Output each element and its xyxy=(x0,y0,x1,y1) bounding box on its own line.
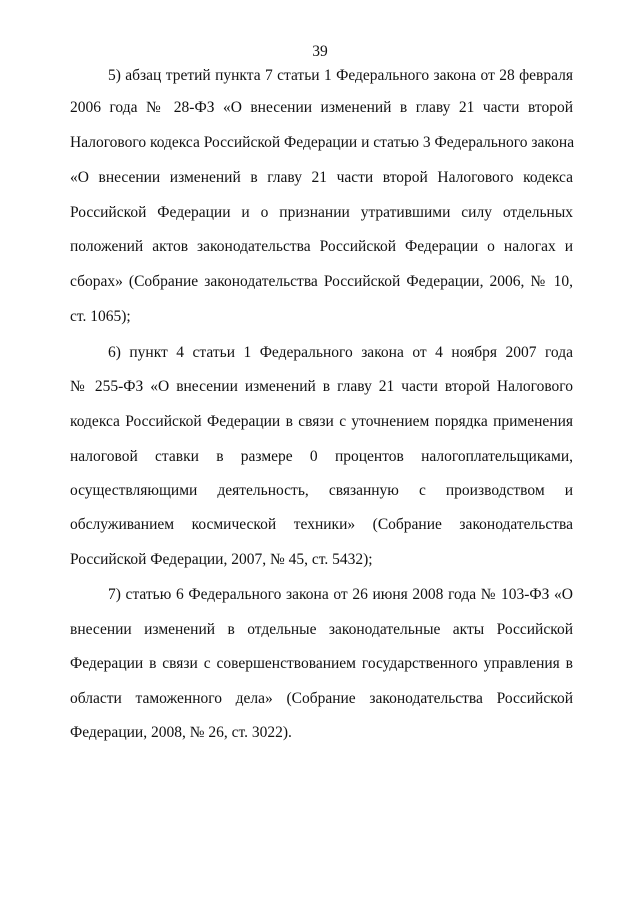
text-line: 5) абзац третий пункта 7 статьи 1 Федерального закона от 28 февраля xyxy=(108,67,573,84)
text-line: ст. 1065); xyxy=(70,308,131,325)
text-line: обслуживанием космической техники» (Собрание законодательства xyxy=(70,516,573,533)
text-line: налоговой ставки в размере 0 процентов налогоплательщиками, xyxy=(70,448,573,465)
text-line: положений актов законодательства Российской Федерации о налогах и xyxy=(70,238,573,255)
text-line: Федерации в связи с совершенствованием государственного управления в xyxy=(70,655,573,672)
text-line: области таможенного дела» (Собрание законодательства Российской xyxy=(70,690,573,707)
text-line: Налогового кодекса Российской Федерации и статью 3 Федерального закона xyxy=(70,134,575,151)
text-line: «О внесении изменений в главу 21 части второй Налогового кодекса xyxy=(70,169,573,186)
text-line: кодекса Российской Федерации в связи с уточнением порядка применения xyxy=(70,413,573,430)
text-line: 7) статью 6 Федерального закона от 26 июня 2008 года № 103-ФЗ «О xyxy=(108,586,573,603)
text-line: 6) пункт 4 статьи 1 Федерального закона от 4 ноября 2007 года xyxy=(108,344,573,361)
text-line: осуществляющими деятельность, связанную с производством и xyxy=(70,482,573,499)
text-line: 2006 года № 28-ФЗ «О внесении изменений в главу 21 части второй xyxy=(70,99,573,116)
text-line: Российской Федерации, 2007, № 45, ст. 5432); xyxy=(70,551,373,568)
text-line: № 255-ФЗ «О внесении изменений в главу 21 части второй Налогового xyxy=(70,378,573,395)
text-line: сборах» (Собрание законодательства Российской Федерации, 2006, № 10, xyxy=(70,273,573,290)
text-line: Федерации, 2008, № 26, ст. 3022). xyxy=(70,724,292,741)
text-line: внесении изменений в отдельные законодательные акты Российской xyxy=(70,621,573,638)
page-number: 39 xyxy=(312,43,328,60)
text-line: Российской Федерации и о признании утратившими силу отдельных xyxy=(70,204,573,221)
